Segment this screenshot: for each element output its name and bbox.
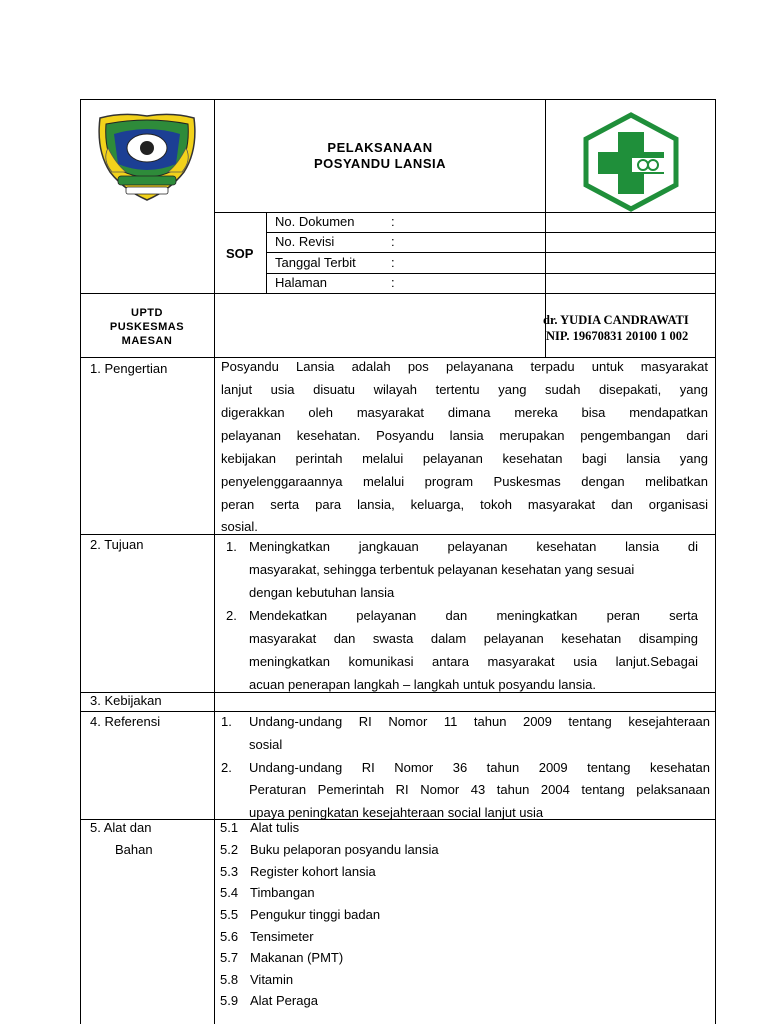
meta-colon: : (391, 214, 395, 229)
list-line: meningkatkan komunikasi antara masyarakat usia lanjut.Sebagai (249, 654, 698, 669)
list-line: sosial (249, 737, 283, 752)
regency-emblem-icon (92, 110, 202, 205)
meta-colon: : (391, 234, 395, 249)
list-line: Mendekatkan pelayanan dan meningkatkan peran serta (249, 608, 698, 623)
list-number: 5.3 (220, 864, 239, 879)
list-item: Register kohort lansia (250, 864, 376, 879)
section-label-bahan: Bahan (115, 842, 153, 857)
signer-name: dr. YUDIA CANDRAWATI (543, 313, 689, 327)
list-line: dengan kebutuhan lansia (249, 585, 395, 600)
section-label-pengertian: 1. Pengertian (90, 361, 168, 376)
list-number: 5.9 (220, 993, 239, 1008)
list-number: 5.6 (220, 929, 239, 944)
list-item: Timbangan (250, 885, 315, 900)
meta-label-halaman: Halaman (275, 275, 328, 290)
section-label-tujuan: 2. Tujuan (90, 537, 144, 552)
section-label-referensi: 4. Referensi (90, 714, 161, 729)
document-title-line2: POSYANDU LANSIA (314, 156, 446, 171)
list-item: Buku pelaporan posyandu lansia (250, 842, 439, 857)
paragraph-line: pelayanan kesehatan. Posyandu lansia merupakan pengembangan dari (221, 428, 708, 443)
paragraph-line: peran serta para lansia, keluarga, tokoh masyarakat dan organisasi (221, 497, 708, 512)
list-number: 1. (221, 714, 232, 729)
paragraph-line: digerakkan oleh masyarakat dimana mereka bisa mendapatkan (221, 405, 708, 420)
section-label-alat: 5. Alat dan (90, 820, 152, 835)
list-line: upaya peningkatan kesejahteraan social lanjut usia (249, 805, 544, 820)
paragraph-line: kebijakan perintah melalui pelayanan kesehatan bagi lansia yang (221, 451, 708, 466)
list-item: Makanan (PMT) (250, 950, 344, 965)
list-line: acuan penerapan langkah – langkah untuk posyandu lansia. (249, 677, 596, 692)
meta-label-no-revisi: No. Revisi (275, 234, 335, 249)
paragraph-line: sosial. (221, 519, 258, 534)
signer-nip: NIP. 19670831 20100 1 002 (546, 329, 689, 343)
document-title-line1: PELAKSANAAN (327, 140, 433, 155)
list-number: 2. (226, 608, 237, 623)
list-item: Pengukur tinggi badan (250, 907, 381, 922)
list-line: Undang-undang RI Nomor 36 tahun 2009 tentang kesehatan (249, 760, 710, 775)
list-number: 2. (221, 760, 232, 775)
paragraph-line: lanjut usia disuatu wilayah tertentu yang sudah disepakati, yang (221, 382, 708, 397)
org-line: UPTD (131, 307, 163, 319)
list-number: 5.2 (220, 842, 239, 857)
list-line: Meningkatkan jangkauan pelayanan kesehatan lansia di (249, 539, 698, 554)
list-line: masyarakat dan swasta dalam pelayanan kesehatan disamping (249, 631, 698, 646)
meta-label-tanggal-terbit: Tanggal Terbit (275, 255, 356, 270)
org-line: MAESAN (121, 335, 173, 347)
paragraph-line: Posyandu Lansia adalah pos pelayanana terpadu untuk masyarakat (221, 359, 708, 374)
paragraph-line: penyelenggaraannya melalui program Puskesmas dengan melibatkan (221, 474, 708, 489)
list-item: Alat tulis (250, 820, 300, 835)
list-line: masyarakat, sehingga terbentuk pelayanan kesehatan yang sesuai (249, 562, 635, 577)
meta-colon: : (391, 255, 395, 270)
meta-label-no-dokumen: No. Dokumen (275, 214, 355, 229)
puskesmas-logo-icon (578, 112, 684, 212)
list-line: Peraturan Pemerintah RI Nomor 43 tahun 2004 tentang pelaksanaan (249, 782, 710, 797)
list-number: 5.7 (220, 950, 239, 965)
list-item: Alat Peraga (250, 993, 318, 1008)
section-label-kebijakan: 3. Kebijakan (90, 693, 162, 708)
org-line: PUSKESMAS (109, 321, 185, 333)
list-line: Undang-undang RI Nomor 11 tahun 2009 tentang kesejahteraan (249, 714, 710, 729)
list-item: Vitamin (250, 972, 294, 987)
list-number: 5.1 (220, 820, 239, 835)
sop-label: SOP (226, 246, 254, 261)
list-number: 1. (226, 539, 237, 554)
meta-colon: : (391, 275, 395, 290)
organization-name (80, 306, 214, 348)
list-number: 5.8 (220, 972, 239, 987)
list-number: 5.5 (220, 907, 239, 922)
list-item: Tensimeter (250, 929, 314, 944)
list-number: 5.4 (220, 885, 239, 900)
